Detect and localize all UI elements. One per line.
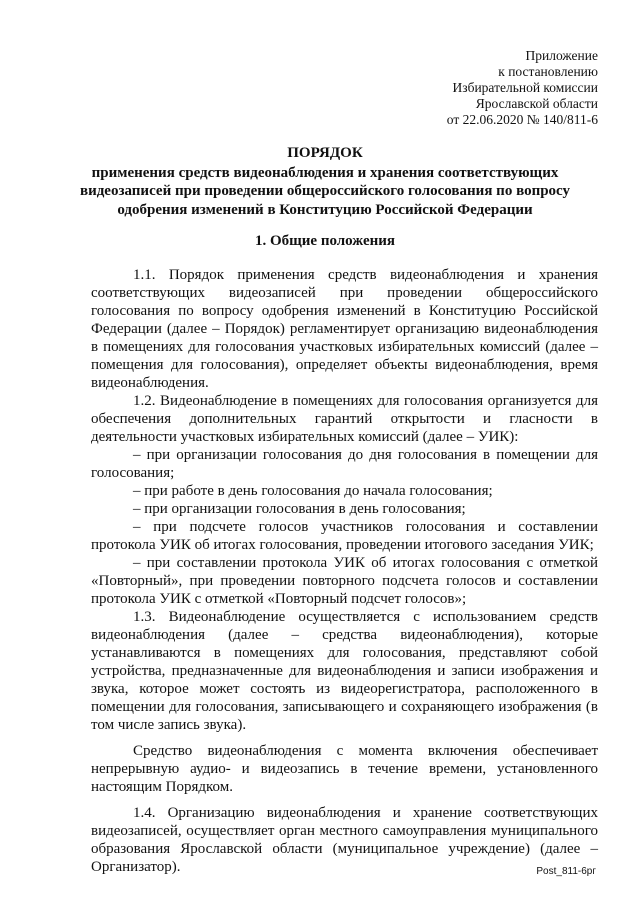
paragraph-1-3: 1.3. Видеонаблюдение осуществляется с использованием средств видеонаблюдения (далее – средства видеонаблюдения), которые устанавливаются в помещениях для голосования, представляют собой устройства, предназначенные для видеонаблюдения и записи изображения и звука, которое может состоять из видеорегистратора, расположенного в помещении для голосования, записывающего и сохраняющего изображения (в том числе запись звука). <box>91 609 598 733</box>
title-subtitle: применения средств видеонаблюдения и хранения соответствующих видеозаписей при проведении общероссийского голосования по вопросу одобрения изменений в Конституцию Российской Федерации <box>79 164 571 218</box>
footer-code: Post_811-6рг <box>536 866 596 877</box>
attachment-line: Избирательной комиссии <box>452 80 598 95</box>
paragraph-1-4: 1.4. Организацию видеонаблюдения и хранение соответствующих видеозаписей, осуществляет орган местного самоуправления муниципального образования Ярославской области (муниципальное учреждение) (далее – Организатор). <box>91 805 598 875</box>
list-item: – при подсчете голосов участников голосования и составлении протокола УИК об итогах голосования, проведении итогового заседания УИК; <box>91 519 598 553</box>
attachment-line: Приложение <box>525 48 598 63</box>
paragraph-1-1: 1.1. Порядок применения средств видеонаблюдения и хранения соответствующих видеозаписей при проведении общероссийского голосования по вопросу одобрения изменений в Конституцию Российской Федерации (далее – Порядок) регламентирует организацию видеонаблюдения в помещениях для голосования участковых избирательных комиссий (далее – помещения для голосования), определяет объекты видеонаблюдения, время видеонаблюдения. <box>91 267 598 391</box>
list-item: – при составлении протокола УИК об итогах голосования с отметкой «Повторный», при проведении повторного подсчета голосов и составлении протокола УИК с отметкой «Повторный подсчет голосов»; <box>91 555 598 607</box>
attachment-line: Ярославской области <box>475 96 598 111</box>
section-heading: 1. Общие положения <box>254 233 396 249</box>
list-item: – при организации голосования до дня голосования в помещении для голосования; <box>91 447 598 481</box>
paragraph-continuation: Средство видеонаблюдения с момента включения обеспечивает непрерывную аудио- и видеозапись в течение времени, установленного настоящим Порядком. <box>91 743 598 795</box>
attachment-note <box>447 48 598 128</box>
attachment-date-number: от 22.06.2020 № 140/811-6 <box>446 112 598 127</box>
list-item: – при организации голосования в день голосования; <box>133 501 466 517</box>
document-title <box>60 144 590 219</box>
list-item: – при работе в день голосования до начала голосования; <box>133 483 493 499</box>
paragraph-1-2: 1.2. Видеонаблюдение в помещениях для голосования организуется для обеспечения дополнительных гарантий открытости и гласности в деятельности участковых избирательных комиссий (далее – УИК): <box>91 393 598 445</box>
title-main: ПОРЯДОК <box>287 145 363 161</box>
section-body <box>91 266 598 876</box>
attachment-line: к постановлению <box>498 64 598 79</box>
